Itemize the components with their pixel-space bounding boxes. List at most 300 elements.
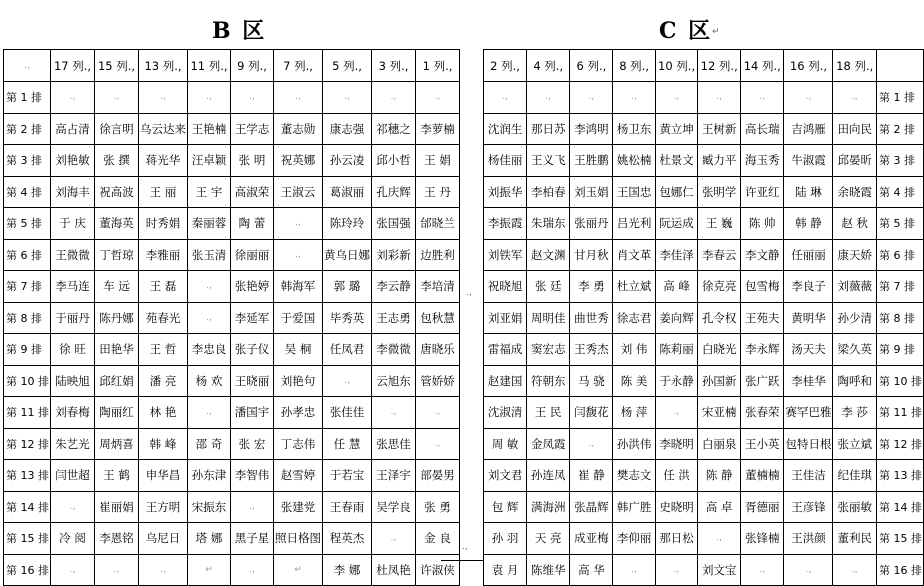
seat-cell: 汤天夫 xyxy=(784,334,833,366)
seat-cell: 徐克亮 xyxy=(698,271,741,303)
row-label: 第 11 排 xyxy=(876,397,923,429)
seat-cell: 邱红娟 xyxy=(95,365,139,397)
seat-cell: 王志勇 xyxy=(372,302,416,334)
row-label: 第 16 排 xyxy=(876,554,923,586)
seat-cell: ., xyxy=(613,82,655,114)
row-label: 第 7 排 xyxy=(876,271,923,303)
row-label: 第 3 排 xyxy=(876,145,923,177)
seat-cell: 赵雪婷 xyxy=(274,460,323,492)
seat-cell: 乌云达来 xyxy=(139,113,188,145)
aisle-gap xyxy=(441,49,483,561)
row-label: 第 5 排 xyxy=(4,208,51,240)
seat-cell: 李柏春 xyxy=(527,176,570,208)
row-label: 第 10 排 xyxy=(876,365,923,397)
table-row xyxy=(484,145,924,177)
seat-cell: 金凤霞 xyxy=(527,428,570,460)
seat-cell: 照日格图 xyxy=(274,523,323,555)
seat-cell: 孙国新 xyxy=(698,365,741,397)
seat-cell: 成亚梅 xyxy=(570,523,613,555)
seat-cell: 樊志文 xyxy=(613,460,655,492)
seat-cell: ., xyxy=(833,82,876,114)
seat-cell: 王洪颜 xyxy=(784,523,833,555)
row-label: 第 6 排 xyxy=(4,239,51,271)
column-header: 2 列., xyxy=(484,50,527,82)
table-row xyxy=(484,428,924,460)
seat-cell: 马 骁 xyxy=(570,365,613,397)
seat-cell: 任丽丽 xyxy=(784,239,833,271)
table-row xyxy=(4,365,460,397)
seat-cell: ., xyxy=(274,82,323,114)
seat-cell: 祝高波 xyxy=(95,176,139,208)
seat-cell: 周炳喜 xyxy=(95,428,139,460)
seat-cell: ., xyxy=(416,397,460,429)
seat-cell: 李佳泽 xyxy=(655,239,698,271)
seat-cell: 满海洲 xyxy=(527,491,570,523)
seat-cell: 毕秀英 xyxy=(323,302,372,334)
seat-cell: ., xyxy=(741,82,784,114)
seat-cell: 董利民 xyxy=(833,523,876,555)
seat-cell: 张 明 xyxy=(231,145,274,177)
seat-cell: 张丽丹 xyxy=(570,208,613,240)
seat-cell: 王 巍 xyxy=(698,208,741,240)
seat-cell: 陈维华 xyxy=(527,554,570,586)
seat-cell: 海玉秀 xyxy=(741,145,784,177)
seat-cell: ., xyxy=(527,82,570,114)
corner-cell xyxy=(876,50,923,82)
seat-cell: ., xyxy=(372,82,416,114)
column-header: 4 列., xyxy=(527,50,570,82)
seat-cell: 任凤君 xyxy=(323,334,372,366)
table-row xyxy=(484,554,924,586)
seat-cell: 邰晓兰 xyxy=(416,208,460,240)
column-header: 12 列., xyxy=(698,50,741,82)
table-header-row xyxy=(4,50,460,82)
row-label: 第 1 排 xyxy=(876,82,923,114)
seat-cell: 杜凤艳 xyxy=(372,554,416,586)
seat-cell: 杜景文 xyxy=(655,145,698,177)
row-label: 第 9 排 xyxy=(4,334,51,366)
seat-cell: 窦宏志 xyxy=(527,334,570,366)
seat-cell: 高长瑞 xyxy=(741,113,784,145)
seat-cell: 孙洪伟 xyxy=(613,428,655,460)
seat-cell: 李桂华 xyxy=(784,365,833,397)
zone-b-title: B 区 xyxy=(212,18,267,44)
seat-cell: 陈 帅 xyxy=(741,208,784,240)
seat-cell: 韩广胜 xyxy=(613,491,655,523)
row-label: 第 4 排 xyxy=(876,176,923,208)
aisle-bottom-mark: ., xyxy=(462,542,468,552)
seat-cell: 王方明 xyxy=(139,491,188,523)
seat-cell: ., xyxy=(51,491,95,523)
table-row xyxy=(484,271,924,303)
seat-cell: 孙连凤 xyxy=(527,460,570,492)
seat-cell: 吕光利 xyxy=(613,208,655,240)
seat-cell: 孙 羽 xyxy=(484,523,527,555)
seat-cell: ., xyxy=(655,554,698,586)
seat-cell: ., xyxy=(188,82,231,114)
seat-cell: 甘月秋 xyxy=(570,239,613,271)
table-row xyxy=(4,239,460,271)
seat-cell: 王胜鹏 xyxy=(570,145,613,177)
seat-cell: 林 艳 xyxy=(139,397,188,429)
seat-cell: ., xyxy=(95,554,139,586)
seat-cell: 刘春梅 xyxy=(51,397,95,429)
column-header: 15 列., xyxy=(95,50,139,82)
seat-cell: 孙东津 xyxy=(188,460,231,492)
table-row xyxy=(484,176,924,208)
seat-cell: 王淑云 xyxy=(274,176,323,208)
seat-cell: 崔丽娟 xyxy=(95,491,139,523)
seat-cell: ., xyxy=(95,82,139,114)
seat-cell: ., xyxy=(323,365,372,397)
seat-cell: 张 勇 xyxy=(416,491,460,523)
seat-cell: 康志强 xyxy=(323,113,372,145)
seat-cell: 张思佳 xyxy=(372,428,416,460)
seat-cell: ., xyxy=(139,554,188,586)
seat-cell: 李萝楠 xyxy=(416,113,460,145)
seat-cell: ., xyxy=(372,397,416,429)
seat-cell: 陆映旭 xyxy=(51,365,95,397)
row-label: 第 12 排 xyxy=(4,428,51,460)
seat-cell: 于丽丹 xyxy=(51,302,95,334)
seat-cell: 邵 奇 xyxy=(188,428,231,460)
seat-cell: 那日苏 xyxy=(527,113,570,145)
seat-cell: 徐志君 xyxy=(613,302,655,334)
seat-cell: ., xyxy=(274,208,323,240)
seat-cell: 高 峰 xyxy=(655,271,698,303)
seat-cell: 于若宝 xyxy=(323,460,372,492)
seat-cell: 张锋楠 xyxy=(741,523,784,555)
seat-cell: 徐言明 xyxy=(95,113,139,145)
seat-cell: 孙云凌 xyxy=(323,145,372,177)
row-label: 第 15 排 xyxy=(876,523,923,555)
table-row xyxy=(484,239,924,271)
seat-cell: 部晏男 xyxy=(416,460,460,492)
seat-cell: 王 宇 xyxy=(188,176,231,208)
seat-cell: 李 勇 xyxy=(570,271,613,303)
seat-cell: 王苑夫 xyxy=(741,302,784,334)
row-label: 第 1 排 xyxy=(4,82,51,114)
seat-cell: 许亚红 xyxy=(741,176,784,208)
seat-cell: 于爱国 xyxy=(274,302,323,334)
seat-cell: 王 磊 xyxy=(139,271,188,303)
seat-cell: 黄明华 xyxy=(784,302,833,334)
column-header: 7 列., xyxy=(274,50,323,82)
seat-cell: ., xyxy=(372,523,416,555)
seat-cell: 刘玉娟 xyxy=(570,176,613,208)
table-row xyxy=(484,302,924,334)
seat-cell: ., xyxy=(231,554,274,586)
seat-cell: 王泽宇 xyxy=(372,460,416,492)
seat-cell: 天 亮 xyxy=(527,523,570,555)
seat-cell: 时秀娟 xyxy=(139,208,188,240)
seat-cell: ., xyxy=(570,82,613,114)
seat-cell: 沈润生 xyxy=(484,113,527,145)
seat-cell: 陶呼和 xyxy=(833,365,876,397)
seat-cell: ., xyxy=(655,82,698,114)
seat-cell: 韩 峰 xyxy=(139,428,188,460)
seat-cell: 张佳佳 xyxy=(323,397,372,429)
seat-cell: 祝晓旭 xyxy=(484,271,527,303)
seat-cell: 孔令权 xyxy=(698,302,741,334)
table-row xyxy=(484,82,924,114)
seat-cell: 张建党 xyxy=(274,491,323,523)
row-label: 第 8 排 xyxy=(876,302,923,334)
table-row xyxy=(4,523,460,555)
seat-cell: 梁久英 xyxy=(833,334,876,366)
seat-cell: 任 洪 xyxy=(655,460,698,492)
seat-cell: ., xyxy=(231,491,274,523)
row-label: 第 12 排 xyxy=(876,428,923,460)
seat-cell: 李 娜 xyxy=(323,554,372,586)
seat-cell: 孙少清 xyxy=(833,302,876,334)
seat-cell: 赛罕巴雅 xyxy=(784,397,833,429)
seat-cell: 韩海军 xyxy=(274,271,323,303)
seat-cell: ., xyxy=(655,397,698,429)
seat-cell: 包特日根 xyxy=(784,428,833,460)
seat-cell: ., xyxy=(188,302,231,334)
seat-cell: 于 庆 xyxy=(51,208,95,240)
seat-cell: ., xyxy=(274,239,323,271)
seat-cell: 牛淑霞 xyxy=(784,145,833,177)
seat-cell: 李微微 xyxy=(372,334,416,366)
seat-cell: 田艳华 xyxy=(95,334,139,366)
seat-cell: 王春雨 xyxy=(323,491,372,523)
seat-cell: 张立斌 xyxy=(833,428,876,460)
row-label: 第 2 排 xyxy=(876,113,923,145)
seat-cell: 包 辉 xyxy=(484,491,527,523)
seat-cell: 吴学良 xyxy=(372,491,416,523)
seat-cell: 杨 萍 xyxy=(613,397,655,429)
seat-cell: 丁志伟 xyxy=(274,428,323,460)
column-header: 17 列., xyxy=(51,50,95,82)
seat-cell: 董志勋 xyxy=(274,113,323,145)
row-label: 第 3 排 xyxy=(4,145,51,177)
seat-cell: 袁 月 xyxy=(484,554,527,586)
seat-cell: ., xyxy=(323,82,372,114)
seat-cell: 王义飞 xyxy=(527,145,570,177)
column-header: 3 列., xyxy=(372,50,416,82)
seat-cell: 刘铁军 xyxy=(484,239,527,271)
seat-cell: 李振霞 xyxy=(484,208,527,240)
seat-cell: 李仰丽 xyxy=(613,523,655,555)
seat-cell: 唐晓乐 xyxy=(416,334,460,366)
seat-cell: 李永辉 xyxy=(741,334,784,366)
seat-cell: ↵ xyxy=(274,554,323,586)
column-header: 18 列., xyxy=(833,50,876,82)
row-label: 第 6 排 xyxy=(876,239,923,271)
seat-cell: 张子仪 xyxy=(231,334,274,366)
seat-cell: 王 娟 xyxy=(416,145,460,177)
row-label: 第 13 排 xyxy=(876,460,923,492)
column-header: 6 列., xyxy=(570,50,613,82)
seat-cell: ., xyxy=(833,554,876,586)
seat-cell: 那日松 xyxy=(655,523,698,555)
seat-cell: 张春荣 xyxy=(741,397,784,429)
seat-cell: 白丽泉 xyxy=(698,428,741,460)
seat-cell: 董海英 xyxy=(95,208,139,240)
seat-cell: 车 远 xyxy=(95,271,139,303)
seat-cell: 王晓丽 xyxy=(231,365,274,397)
seat-cell: 姜向辉 xyxy=(655,302,698,334)
seat-cell: 塔 娜 xyxy=(188,523,231,555)
seat-cell: 孔庆辉 xyxy=(372,176,416,208)
seat-cell: 李恩铭 xyxy=(95,523,139,555)
seat-cell: 王学志 xyxy=(231,113,274,145)
seat-cell: 刘文宝 xyxy=(698,554,741,586)
seat-cell: 李马连 xyxy=(51,271,95,303)
table-row xyxy=(4,428,460,460)
table-row xyxy=(4,460,460,492)
seat-cell: 吴 桐 xyxy=(274,334,323,366)
seat-cell: 张明学 xyxy=(698,176,741,208)
seat-cell: 王 哲 xyxy=(139,334,188,366)
seat-cell: 杨佳丽 xyxy=(484,145,527,177)
row-label: 第 7 排 xyxy=(4,271,51,303)
table-row xyxy=(4,554,460,586)
seat-cell: 任 慧 xyxy=(323,428,372,460)
seat-cell: 金 良 xyxy=(416,523,460,555)
seat-cell: 陈 静 xyxy=(698,460,741,492)
seat-cell: 李培清 xyxy=(416,271,460,303)
seat-cell: 白晓光 xyxy=(698,334,741,366)
seat-cell: 李鸿明 xyxy=(570,113,613,145)
column-header: 14 列., xyxy=(741,50,784,82)
seat-cell: ., xyxy=(784,82,833,114)
seat-cell: 刘振华 xyxy=(484,176,527,208)
seat-cell: 张 宏 xyxy=(231,428,274,460)
seat-cell: 祝英娜 xyxy=(274,145,323,177)
row-label: 第 11 排 xyxy=(4,397,51,429)
row-label: 第 8 排 xyxy=(4,302,51,334)
seat-cell: ., xyxy=(741,554,784,586)
paragraph-mark: ↵ xyxy=(712,27,720,37)
zone-b-seating-table xyxy=(3,49,460,586)
seat-cell: 于永静 xyxy=(655,365,698,397)
seat-cell: 李延军 xyxy=(231,302,274,334)
row-label: 第 5 排 xyxy=(876,208,923,240)
table-row xyxy=(484,365,924,397)
seat-cell: 周 敏 xyxy=(484,428,527,460)
seat-cell: 王树新 xyxy=(698,113,741,145)
seat-cell: 李智伟 xyxy=(231,460,274,492)
seat-cell: 申华昌 xyxy=(139,460,188,492)
seat-cell: 刘亚娟 xyxy=(484,302,527,334)
row-label: 第 9 排 xyxy=(876,334,923,366)
seat-cell: 闫世超 xyxy=(51,460,95,492)
seat-cell: ., xyxy=(416,82,460,114)
seat-cell: 王 民 xyxy=(527,397,570,429)
seat-cell: 宋亚楠 xyxy=(698,397,741,429)
seat-cell: ., xyxy=(188,271,231,303)
seat-cell: 李晓明 xyxy=(655,428,698,460)
table-row xyxy=(4,302,460,334)
seat-cell: 陈 美 xyxy=(613,365,655,397)
seat-cell: 黄乌日娜 xyxy=(323,239,372,271)
seat-cell: 田向民 xyxy=(833,113,876,145)
seat-cell: 陈丹娜 xyxy=(95,302,139,334)
seat-cell: 李忠良 xyxy=(188,334,231,366)
seat-cell: 汪卓颖 xyxy=(188,145,231,177)
row-label: 第 15 排 xyxy=(4,523,51,555)
table-header-row xyxy=(484,50,924,82)
seat-cell: 姚松楠 xyxy=(613,145,655,177)
seat-cell: 王微微 xyxy=(51,239,95,271)
seat-cell: 赵文渊 xyxy=(527,239,570,271)
seat-cell: 张丽敏 xyxy=(833,491,876,523)
row-label: 第 2 排 xyxy=(4,113,51,145)
seat-cell: 陈玲玲 xyxy=(323,208,372,240)
table-row xyxy=(4,113,460,145)
seat-cell: 徐丽丽 xyxy=(231,239,274,271)
table-row xyxy=(4,491,460,523)
seat-cell: 刘彩新 xyxy=(372,239,416,271)
table-row xyxy=(4,334,460,366)
seat-cell: 张国强 xyxy=(372,208,416,240)
seat-cell: 闫馥花 xyxy=(570,397,613,429)
seat-cell: ., xyxy=(188,397,231,429)
seat-cell: 王 鹤 xyxy=(95,460,139,492)
table-row xyxy=(484,397,924,429)
seat-cell: 赵建国 xyxy=(484,365,527,397)
seat-cell: 王 丽 xyxy=(139,176,188,208)
table-row xyxy=(484,460,924,492)
seat-cell: 王彦锋 xyxy=(784,491,833,523)
table-row xyxy=(4,82,460,114)
column-header: 13 列., xyxy=(139,50,188,82)
seat-cell: 乌尼日 xyxy=(139,523,188,555)
corner-cell: ., xyxy=(4,50,51,82)
table-row xyxy=(484,523,924,555)
table-row xyxy=(4,145,460,177)
table-row xyxy=(484,334,924,366)
zone-c-seating-table xyxy=(483,49,924,586)
seat-cell: 程英杰 xyxy=(323,523,372,555)
seat-cell: 朱艺光 xyxy=(51,428,95,460)
seat-cell: 宋振东 xyxy=(188,491,231,523)
seat-cell: 高淑荣 xyxy=(231,176,274,208)
row-label: 第 4 排 xyxy=(4,176,51,208)
seat-cell: 边胜利 xyxy=(416,239,460,271)
seat-cell: 李雅丽 xyxy=(139,239,188,271)
seat-cell: 邱晏昕 xyxy=(833,145,876,177)
seat-cell: ., xyxy=(51,82,95,114)
seat-cell: 包娜仁 xyxy=(655,176,698,208)
column-header: 5 列., xyxy=(323,50,372,82)
seat-cell: 张艳婷 xyxy=(231,271,274,303)
seat-cell: ., xyxy=(139,82,188,114)
seat-cell: ., xyxy=(484,82,527,114)
seat-cell: 丁哲琼 xyxy=(95,239,139,271)
seat-cell: ., xyxy=(51,554,95,586)
seat-cell: 李春云 xyxy=(698,239,741,271)
table-row xyxy=(484,491,924,523)
seat-cell: 潘国宇 xyxy=(231,397,274,429)
seat-cell: 余晓霞 xyxy=(833,176,876,208)
seat-cell: 郭 璐 xyxy=(323,271,372,303)
seat-cell: 康天娇 xyxy=(833,239,876,271)
seat-cell: 张玉清 xyxy=(188,239,231,271)
seat-cell: ., xyxy=(698,523,741,555)
seat-cell: 黄立坤 xyxy=(655,113,698,145)
seat-cell: ., xyxy=(784,554,833,586)
seat-cell: 云旭东 xyxy=(372,365,416,397)
seat-cell: 葛淑丽 xyxy=(323,176,372,208)
seat-cell: 黑子星 xyxy=(231,523,274,555)
aisle-mark: ., xyxy=(466,288,472,298)
seat-cell: 胥德丽 xyxy=(741,491,784,523)
seat-cell: 苑春光 xyxy=(139,302,188,334)
